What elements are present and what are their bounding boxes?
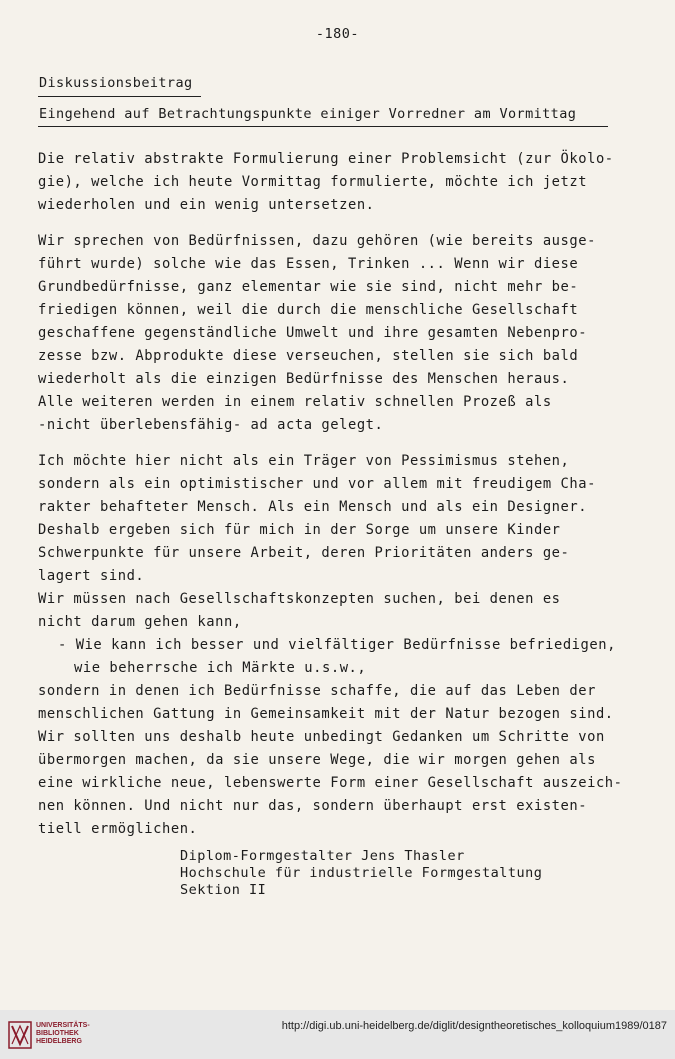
text-line: Wir sollten uns deshalb heute unbedingt Gedanken um Schritte von	[38, 729, 605, 745]
text-line: menschlichen Gattung in Gemeinsamkeit mit der Natur bezogen sind.	[38, 706, 614, 722]
title-underline	[38, 126, 608, 127]
text-line: führt wurde) solche wie das Essen, Trinken ... Wenn wir diese	[38, 256, 579, 272]
text-line: Wir sprechen von Bedürfnissen, dazu gehören (wie bereits ausge-	[38, 233, 596, 249]
document-title: Eingehend auf Betrachtungspunkte einiger Vorredner am Vormittag	[39, 106, 577, 122]
text-line: Ich möchte hier nicht als ein Träger von Pessimismus stehen,	[38, 453, 570, 469]
library-logo-icon	[8, 1018, 32, 1050]
text-line: übermorgen machen, da sie unsere Wege, die wir morgen gehen als	[38, 752, 596, 768]
text-line: Die relativ abstrakte Formulierung einer Problemsicht (zur Ökolo-	[38, 151, 614, 167]
list-item-continuation: wie beherrsche ich Märkte u.s.w.,	[74, 660, 367, 676]
text-line: wiederholen und ein wenig untersetzen.	[38, 197, 375, 213]
text-line: eine wirkliche neue, lebenswerte Form einer Gesellschaft auszeich-	[38, 775, 623, 791]
text-line: Wir müssen nach Gesellschaftskonzepten suchen, bei denen es	[38, 591, 561, 607]
heading-underline	[38, 96, 201, 97]
signature-section: Sektion II	[180, 882, 267, 898]
signature-institution: Hochschule für industrielle Formgestaltung	[180, 865, 543, 881]
text-line: gie), welche ich heute Vormittag formulierte, möchte ich jetzt	[38, 174, 588, 190]
body-text	[38, 148, 638, 841]
section-label: Diskussionsbeitrag	[39, 75, 193, 91]
text-line: rakter behafteter Mensch. Als ein Mensch und als ein Designer.	[38, 499, 588, 515]
text-line: zesse bzw. Abprodukte diese verseuchen, stellen sie sich bald	[38, 348, 579, 364]
page-number: -180-	[315, 26, 360, 42]
viewer-footer	[0, 1010, 675, 1059]
text-line: nen können. Und nicht nur das, sondern überhaupt erst existen-	[38, 798, 588, 814]
text-line: Grundbedürfnisse, ganz elementar wie sie sind, nicht mehr be-	[38, 279, 579, 295]
text-line: Schwerpunkte für unsere Arbeit, deren Prioritäten anders ge-	[38, 545, 570, 561]
text-line: friedigen können, weil die durch die menschliche Gesellschaft	[38, 302, 579, 318]
text-line: Deshalb ergeben sich für mich in der Sorge um unsere Kinder	[38, 522, 561, 538]
text-line: wiederholt als die einzigen Bedürfnisse des Menschen heraus.	[38, 371, 570, 387]
text-line: sondern als ein optimistischer und vor allem mit freudigem Cha-	[38, 476, 596, 492]
signature-block	[180, 848, 542, 899]
permalink-url[interactable]: http://digi.ub.uni-heidelberg.de/diglit/designtheoretisches_kolloquium1989/0187	[281, 1020, 667, 1032]
text-line: tiell ermöglichen.	[38, 821, 198, 837]
library-logo-text: UNIVERSITÄTS- BIBLIOTHEK HEIDELBERG	[36, 1022, 90, 1045]
signature-name: Diplom-Formgestalter Jens Thasler	[180, 848, 465, 864]
text-line: nicht darum gehen kann,	[38, 614, 242, 630]
text-line: geschaffene gegenständliche Umwelt und ihre gesamten Nebenpro-	[38, 325, 588, 341]
list-item: - Wie kann ich besser und vielfältiger Bedürfnisse befriedigen,	[58, 637, 616, 653]
text-line: lagert sind.	[38, 568, 145, 584]
text-line: sondern in denen ich Bedürfnisse schaffe, die auf das Leben der	[38, 683, 596, 699]
text-line: Alle weiteren werden in einem relativ schnellen Prozeß als	[38, 394, 552, 410]
text-line: -nicht überlebensfähig- ad acta gelegt.	[38, 417, 384, 433]
